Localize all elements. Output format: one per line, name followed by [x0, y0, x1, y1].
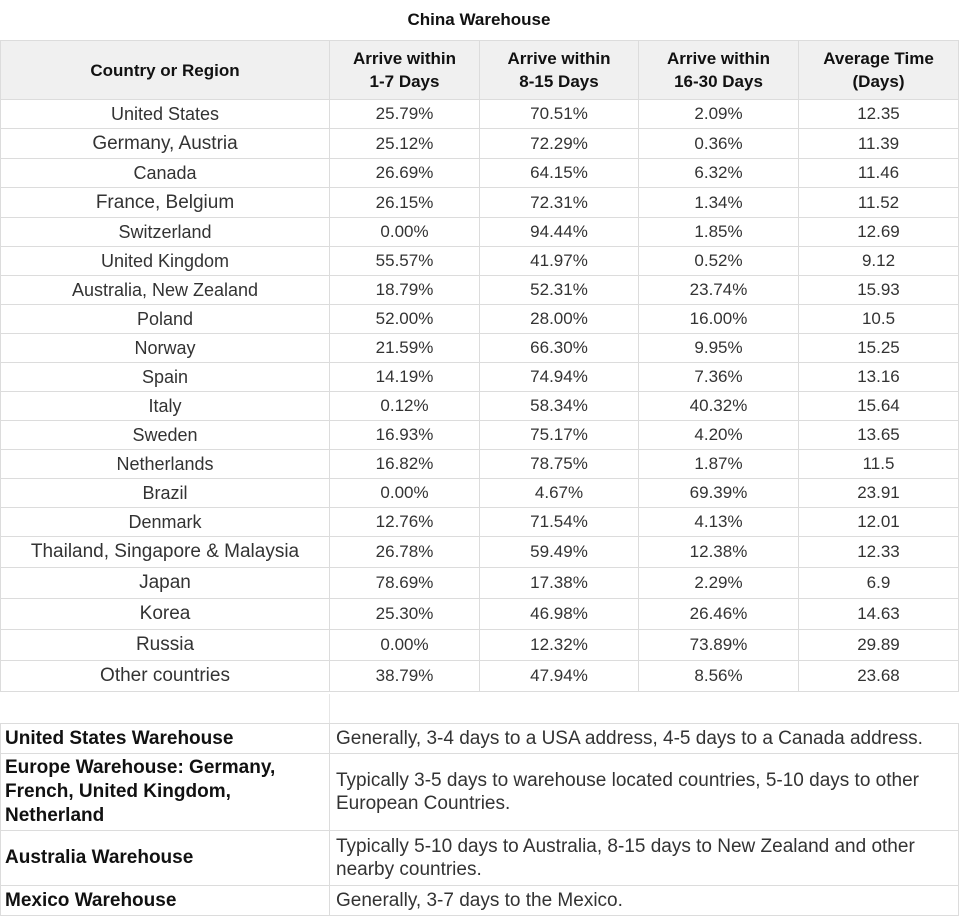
value-cell: 29.89: [799, 630, 959, 661]
table-row: [1, 568, 959, 599]
value-cell: 72.31%: [480, 188, 639, 218]
country-cell: Netherlands: [1, 450, 330, 479]
value-cell: 4.20%: [639, 421, 799, 450]
country-cell: Italy: [1, 392, 330, 421]
table-row: [1, 599, 959, 630]
value-cell: 11.39: [799, 129, 959, 159]
table-row: [1, 305, 959, 334]
value-cell: 59.49%: [480, 537, 639, 568]
value-cell: 40.32%: [639, 392, 799, 421]
value-cell: 18.79%: [330, 276, 480, 305]
value-cell: 23.68: [799, 661, 959, 692]
warehouse-row: [1, 754, 959, 831]
value-cell: 2.29%: [639, 568, 799, 599]
value-cell: 12.01: [799, 508, 959, 537]
value-cell: 28.00%: [480, 305, 639, 334]
value-cell: 16.93%: [330, 421, 480, 450]
value-cell: 11.46: [799, 159, 959, 188]
value-cell: 10.5: [799, 305, 959, 334]
value-cell: 94.44%: [480, 218, 639, 247]
value-cell: 8.56%: [639, 661, 799, 692]
warehouse-name: Europe Warehouse: Germany, French, United Kingdom, Netherland: [1, 754, 330, 831]
value-cell: 9.12: [799, 247, 959, 276]
country-cell: Thailand, Singapore & Malaysia: [1, 537, 330, 568]
country-cell: United States: [1, 100, 330, 129]
value-cell: 11.5: [799, 450, 959, 479]
table-row: [1, 508, 959, 537]
header-16-30-days: Arrive within 16-30 Days: [639, 41, 799, 100]
value-cell: 26.46%: [639, 599, 799, 630]
value-cell: 78.69%: [330, 568, 480, 599]
value-cell: 13.65: [799, 421, 959, 450]
value-cell: 70.51%: [480, 100, 639, 129]
value-cell: 58.34%: [480, 392, 639, 421]
table-row: [1, 450, 959, 479]
value-cell: 26.15%: [330, 188, 480, 218]
value-cell: 72.29%: [480, 129, 639, 159]
warehouse-row: [1, 886, 959, 916]
value-cell: 11.52: [799, 188, 959, 218]
spacer-row: [0, 694, 958, 724]
value-cell: 26.69%: [330, 159, 480, 188]
table-row: [1, 247, 959, 276]
warehouse-row: [1, 831, 959, 886]
country-cell: Canada: [1, 159, 330, 188]
header-8-15-days: Arrive within 8-15 Days: [480, 41, 639, 100]
value-cell: 1.85%: [639, 218, 799, 247]
country-cell: France, Belgium: [1, 188, 330, 218]
header-row: [1, 41, 959, 100]
table-row: [1, 479, 959, 508]
warehouse-description: Generally, 3-7 days to the Mexico.: [330, 886, 959, 916]
warehouse-name: Australia Warehouse: [1, 831, 330, 886]
value-cell: 2.09%: [639, 100, 799, 129]
value-cell: 15.64: [799, 392, 959, 421]
value-cell: 7.36%: [639, 363, 799, 392]
value-cell: 12.35: [799, 100, 959, 129]
value-cell: 52.00%: [330, 305, 480, 334]
country-cell: Sweden: [1, 421, 330, 450]
value-cell: 64.15%: [480, 159, 639, 188]
table-row: [1, 100, 959, 129]
table-row: [1, 218, 959, 247]
value-cell: 12.33: [799, 537, 959, 568]
value-cell: 17.38%: [480, 568, 639, 599]
value-cell: 16.00%: [639, 305, 799, 334]
value-cell: 4.13%: [639, 508, 799, 537]
table-row: [1, 537, 959, 568]
warehouse-name: United States Warehouse: [1, 724, 330, 754]
value-cell: 25.30%: [330, 599, 480, 630]
value-cell: 66.30%: [480, 334, 639, 363]
value-cell: 0.00%: [330, 479, 480, 508]
value-cell: 9.95%: [639, 334, 799, 363]
country-cell: Norway: [1, 334, 330, 363]
country-cell: Spain: [1, 363, 330, 392]
table-row: [1, 392, 959, 421]
country-cell: Korea: [1, 599, 330, 630]
value-cell: 78.75%: [480, 450, 639, 479]
warehouse-description: Typically 5-10 days to Australia, 8-15 days to New Zealand and other nearby countries.: [330, 831, 959, 886]
value-cell: 0.12%: [330, 392, 480, 421]
value-cell: 75.17%: [480, 421, 639, 450]
value-cell: 6.9: [799, 568, 959, 599]
country-cell: Germany, Austria: [1, 129, 330, 159]
value-cell: 0.36%: [639, 129, 799, 159]
warehouse-table: [0, 723, 959, 916]
value-cell: 74.94%: [480, 363, 639, 392]
value-cell: 13.16: [799, 363, 959, 392]
country-cell: Australia, New Zealand: [1, 276, 330, 305]
table-row: [1, 363, 959, 392]
value-cell: 73.89%: [639, 630, 799, 661]
warehouse-row: [1, 724, 959, 754]
warehouse-description: Typically 3-5 days to warehouse located countries, 5-10 days to other European Countries.: [330, 754, 959, 831]
value-cell: 23.91: [799, 479, 959, 508]
table-row: [1, 188, 959, 218]
value-cell: 52.31%: [480, 276, 639, 305]
value-cell: 12.76%: [330, 508, 480, 537]
value-cell: 1.34%: [639, 188, 799, 218]
value-cell: 46.98%: [480, 599, 639, 630]
table-row: [1, 630, 959, 661]
table-row: [1, 159, 959, 188]
value-cell: 71.54%: [480, 508, 639, 537]
value-cell: 0.52%: [639, 247, 799, 276]
table-row: [1, 421, 959, 450]
country-cell: Switzerland: [1, 218, 330, 247]
country-cell: Other countries: [1, 661, 330, 692]
value-cell: 0.00%: [330, 630, 480, 661]
value-cell: 14.19%: [330, 363, 480, 392]
value-cell: 25.12%: [330, 129, 480, 159]
country-cell: Denmark: [1, 508, 330, 537]
header-country: Country or Region: [1, 41, 330, 100]
value-cell: 16.82%: [330, 450, 480, 479]
value-cell: 14.63: [799, 599, 959, 630]
warehouse-name: Mexico Warehouse: [1, 886, 330, 916]
value-cell: 26.78%: [330, 537, 480, 568]
value-cell: 12.32%: [480, 630, 639, 661]
value-cell: 25.79%: [330, 100, 480, 129]
warehouse-description: Generally, 3-4 days to a USA address, 4-5 days to a Canada address.: [330, 724, 959, 754]
value-cell: 4.67%: [480, 479, 639, 508]
value-cell: 21.59%: [330, 334, 480, 363]
header-1-7-days: Arrive within 1-7 Days: [330, 41, 480, 100]
value-cell: 38.79%: [330, 661, 480, 692]
china-warehouse-table: [0, 40, 959, 692]
country-cell: Russia: [1, 630, 330, 661]
table-row: [1, 129, 959, 159]
country-cell: Brazil: [1, 479, 330, 508]
value-cell: 1.87%: [639, 450, 799, 479]
country-cell: United Kingdom: [1, 247, 330, 276]
value-cell: 12.38%: [639, 537, 799, 568]
value-cell: 55.57%: [330, 247, 480, 276]
table-row: [1, 276, 959, 305]
table-row: [1, 661, 959, 692]
value-cell: 0.00%: [330, 218, 480, 247]
country-cell: Poland: [1, 305, 330, 334]
country-cell: Japan: [1, 568, 330, 599]
value-cell: 12.69: [799, 218, 959, 247]
table-row: [1, 334, 959, 363]
value-cell: 69.39%: [639, 479, 799, 508]
value-cell: 6.32%: [639, 159, 799, 188]
header-average-time: Average Time (Days): [799, 41, 959, 100]
value-cell: 23.74%: [639, 276, 799, 305]
value-cell: 41.97%: [480, 247, 639, 276]
table-title: China Warehouse: [407, 10, 551, 29]
value-cell: 15.93: [799, 276, 959, 305]
value-cell: 15.25: [799, 334, 959, 363]
value-cell: 47.94%: [480, 661, 639, 692]
